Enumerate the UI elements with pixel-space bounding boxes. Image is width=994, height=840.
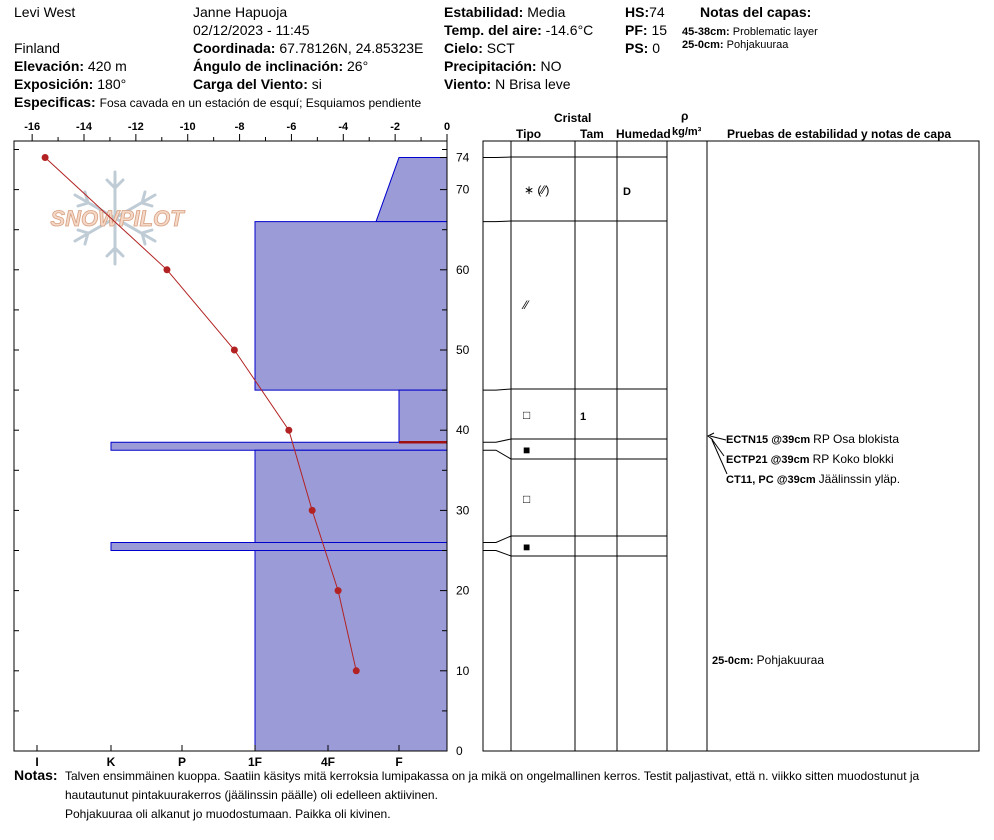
notes-line: hautautunut pintakuurakerros (jäälinssin päälle) oli edelleen aktiivinen. <box>65 788 438 802</box>
logo-text: SNOWPILOT <box>50 206 184 231</box>
temp-tick-label: -2 <box>390 121 401 133</box>
depth-tick-label: 60 <box>456 262 470 277</box>
temp-tick-label: -14 <box>76 121 92 133</box>
slope-label: Ángulo de inclinación: <box>193 58 344 74</box>
sky-value: SCT <box>486 40 515 56</box>
layer-notes-title: Notas del capas: <box>700 4 812 20</box>
stability-test <box>726 451 894 468</box>
note-range: 25-0cm: <box>712 655 754 667</box>
stability-test <box>726 431 899 448</box>
col-size: Tam <box>580 127 604 141</box>
elevation-value: 420 m <box>87 58 127 74</box>
depth-tick-label: 40 <box>456 423 470 438</box>
temp-tick-label: -6 <box>286 121 297 133</box>
stability-label: Estabilidad: <box>444 4 524 20</box>
hardness-tick-label: 1F <box>247 755 263 769</box>
crystal-size: 1 <box>580 411 587 423</box>
specifics-label: Especificas: <box>14 94 96 110</box>
temperature-axis <box>24 121 450 141</box>
hardness-layer <box>399 390 447 442</box>
temp-tick-label: -10 <box>179 121 196 133</box>
stability-test <box>726 471 900 488</box>
col-type: Tipo <box>516 127 542 141</box>
temp-tick-label: -4 <box>338 121 349 133</box>
specifics-value: Fosa cavada en un estación de esquí; Esquiamos pendiente <box>99 96 422 110</box>
temp-tick-label: -16 <box>24 121 41 133</box>
hardness-tick-label: K <box>106 755 116 769</box>
notes-line: Talven ensimmäinen kuoppa. Saatiin käsitys mitä kerroksia lumipakassa on ja mikä on ongelmallinen kerros. Testit paljastivat, että n. viikko sitten muodostunut ja <box>65 769 920 783</box>
stability-value: Media <box>527 4 566 20</box>
test-code: ECTN15 @39cm <box>726 434 811 446</box>
wind-label: Viento: <box>444 76 492 92</box>
test-code: ECTP21 @39cm <box>726 454 810 466</box>
crystal-type: ■ <box>523 443 531 457</box>
ps-value: 0 <box>652 40 661 56</box>
col-crystal: Cristal <box>554 111 592 125</box>
layer-note-text: Problematic layer <box>732 26 818 38</box>
temp-tick-label: -8 <box>234 121 245 133</box>
hardness-layer <box>255 450 447 542</box>
hs-value: 74 <box>649 4 665 20</box>
hardness-layer <box>255 222 447 390</box>
wind-value: N Brisa leve <box>495 76 571 92</box>
depth-tick-label: 10 <box>456 663 470 678</box>
temperature-point <box>42 154 49 161</box>
observer: Janne Hapuoja <box>193 4 288 20</box>
layer-note-text: Pohjakuuraa <box>726 39 789 51</box>
pf-label: PF: <box>625 22 648 38</box>
slope-value: 26° <box>347 58 369 74</box>
hs-label: HS: <box>625 4 650 20</box>
precip-value: NO <box>540 58 562 74</box>
location: Levi West <box>14 4 76 20</box>
depth-tick-label: 70 <box>456 182 470 197</box>
moisture: D <box>623 186 631 198</box>
notes-line: Pohjakuuraa oli alkanut jo muodostumaan. Paikka oli kivinen. <box>65 807 391 821</box>
temperature-point <box>335 587 342 594</box>
depth-tick-label: 20 <box>456 583 470 598</box>
coord-value: 67.78126N, 24.85323E <box>279 40 424 56</box>
layer-note-range: 45-38cm: <box>682 26 730 38</box>
col-moisture: Humedad <box>616 127 671 141</box>
crystal-type: ⁄⁄ <box>524 298 529 312</box>
hardness-tick-label: F <box>395 755 403 769</box>
test-result: RP Osa blokista <box>813 432 899 446</box>
pf-value: 15 <box>651 22 668 38</box>
wind-load-value: si <box>311 76 322 92</box>
air-temp-value: -14.6°C <box>545 22 594 38</box>
precip-label: Precipitación: <box>444 58 537 74</box>
country: Finland <box>14 40 60 56</box>
depth-tick-label: 74 <box>456 150 470 165</box>
layer-note-range: 25-0cm: <box>682 39 724 51</box>
depth-tick-label: 0 <box>456 744 463 758</box>
coord-label: Coordinada: <box>193 40 276 56</box>
test-code: CT11, PC @39cm <box>726 474 816 486</box>
temp-tick-label: 0 <box>443 121 451 133</box>
crystal-type: □ <box>523 408 531 422</box>
test-arrows <box>708 433 727 474</box>
layer-note-bottom <box>712 652 824 669</box>
test-result: Jäälinssin yläp. <box>818 472 901 486</box>
temperature-point <box>285 427 292 434</box>
test-result: RP Koko blokki <box>812 452 894 466</box>
snowpilot-logo <box>50 172 185 264</box>
hardness-layer <box>111 542 447 550</box>
crystal-type: ∗ (⁄⁄) <box>524 183 550 197</box>
temperature-point <box>353 667 360 674</box>
hardness-layer <box>255 551 447 752</box>
air-temp-label: Temp. del aire: <box>444 22 542 38</box>
temperature-point <box>231 347 238 354</box>
note-text: Pohjakuuraa <box>756 653 825 667</box>
col-density-unit: kg/m³ <box>672 126 702 138</box>
temperature-point <box>163 266 170 273</box>
depth-tick-label: 50 <box>456 343 470 357</box>
exposure-label: Exposición: <box>14 76 94 92</box>
hardness-tick-label: I <box>35 755 39 769</box>
datetime: 02/12/2023 - 11:45 <box>193 22 310 38</box>
temp-tick-label: -12 <box>127 121 144 133</box>
wind-load-label: Carga del Viento: <box>193 76 308 92</box>
hardness-tick-label: P <box>177 755 187 769</box>
depth-tick-label: 30 <box>456 503 470 518</box>
crystal-type: ■ <box>523 540 531 554</box>
layer-boundary <box>483 157 667 158</box>
temperature-point <box>309 507 316 514</box>
exposure-value: 180° <box>97 76 127 92</box>
col-tests: Pruebas de estabilidad y notas de capa <box>727 127 952 141</box>
col-rho: ρ <box>681 109 689 123</box>
hardness-tick-label: 4F <box>320 755 336 769</box>
notes-label: Notas: <box>14 767 58 783</box>
hardness-layer <box>111 442 447 450</box>
hardness-layer <box>376 158 447 222</box>
hardness-profile <box>111 158 447 751</box>
crystal-type: □ <box>523 492 531 506</box>
sky-label: Cielo: <box>444 40 483 56</box>
ps-label: PS: <box>625 40 649 56</box>
elevation-label: Elevación: <box>14 58 85 74</box>
